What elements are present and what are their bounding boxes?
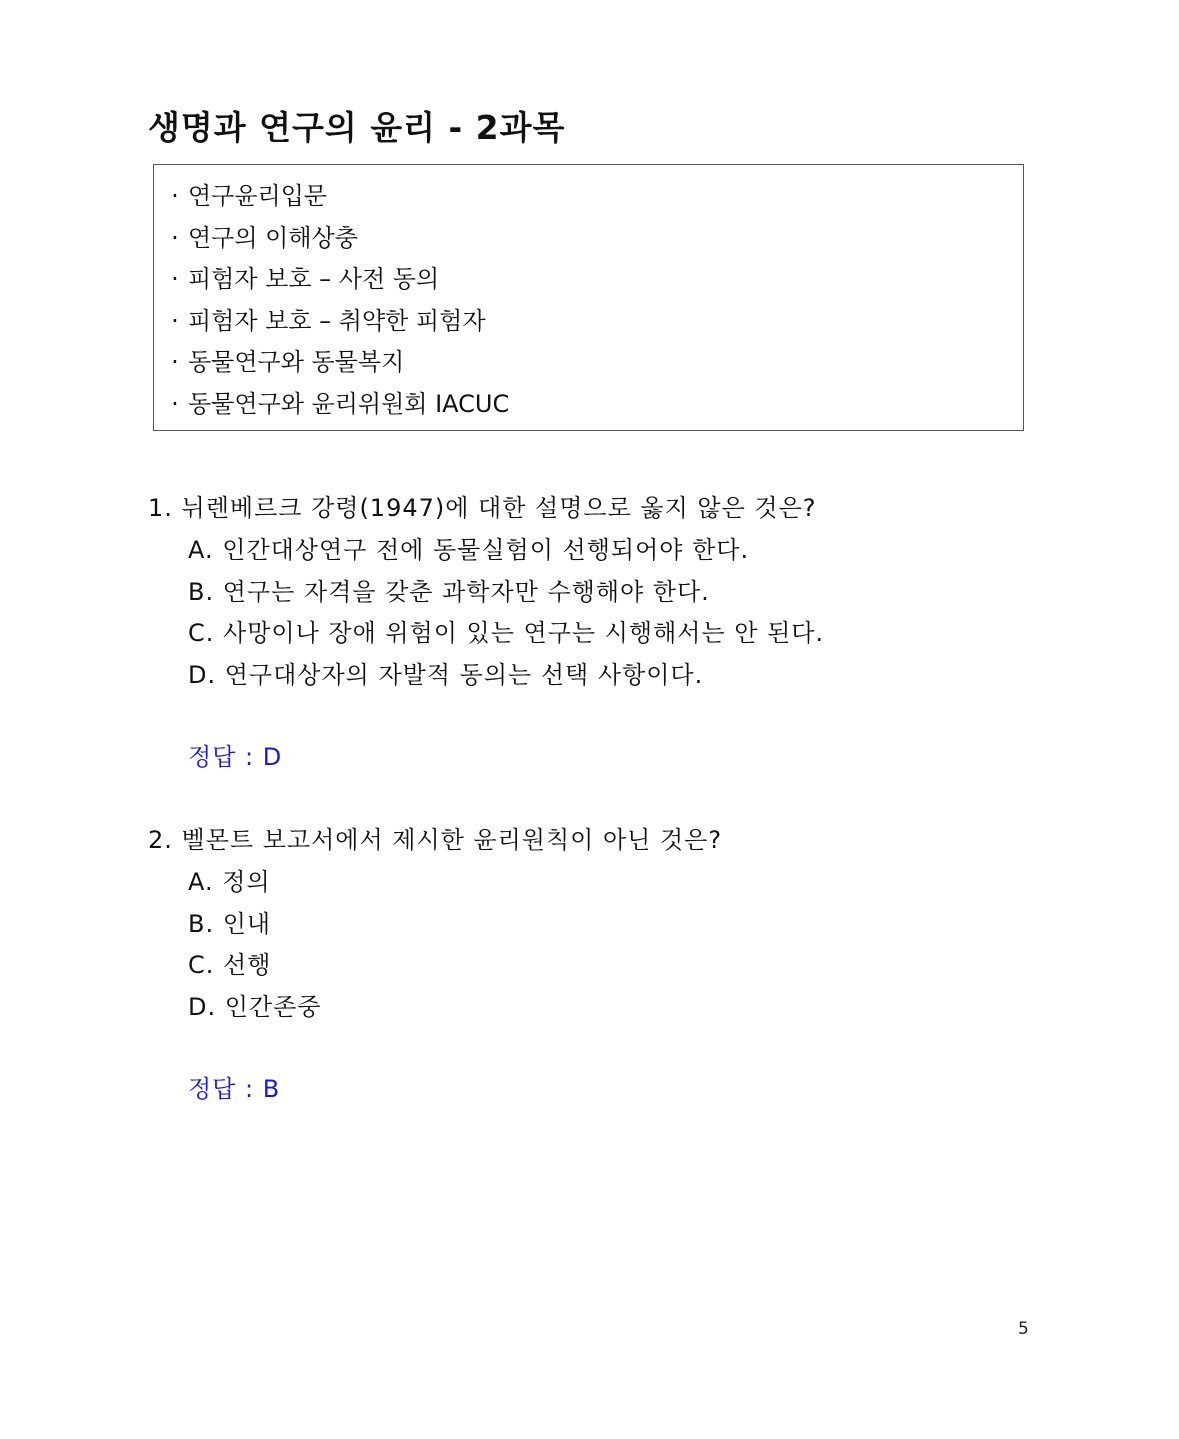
answer-1: 정답 : D [188,743,283,771]
bullet: · [171,389,179,418]
topic-item [164,304,509,346]
topic-item [164,262,509,304]
topics-box [153,164,1024,431]
topic-item [164,179,509,221]
question-1 [148,488,824,696]
page-number: 5 [1018,1319,1029,1339]
bullet: · [171,348,179,376]
bullet: · [171,306,179,335]
page-title: 생명과 연구의 윤리 - 2과목 [148,108,566,147]
choice-b: B. 인내 [188,909,272,938]
topic-label: 연구의 이해상충 [188,223,358,252]
choice-a: A. 인간대상연구 전에 동물실험이 선행되어야 한다. [188,536,750,564]
choice-c: C. 사망이나 장애 위험이 있는 연구는 시행해서는 안 된다. [188,619,825,647]
question-stem: 1. 뉘렌베르크 강령(1947)에 대한 설명으로 옳지 않은 것은? [148,494,817,522]
topic-item [164,345,509,387]
topic-label: 연구윤리입문 [188,182,328,210]
choice-b: B. 연구는 자격을 갖춘 과학자만 수행해야 한다. [188,577,710,606]
answer-2: 정답 : B [188,1075,281,1103]
question-2 [148,820,722,1028]
choice-a: A. 정의 [188,868,271,896]
topic-label: 피험자 보호 – 사전 동의 [188,265,440,293]
choice-list [148,862,722,1028]
choice-c: C. 선행 [188,951,272,979]
bullet: · [171,223,179,252]
topic-item [164,221,509,263]
topic-item [164,387,509,429]
topic-label: 동물연구와 동물복지 [188,348,405,376]
bullet: · [171,182,179,210]
topic-label: 피험자 보호 – 취약한 피험자 [188,306,486,335]
bullet: · [171,265,179,293]
choice-d: D. 연구대상자의 자발적 동의는 선택 사항이다. [188,660,704,689]
choice-list [148,530,824,696]
topic-label: 동물연구와 윤리위원회 IACUC [188,389,510,418]
choice-d: D. 인간존중 [188,992,322,1021]
question-stem: 2. 벨몬트 보고서에서 제시한 윤리원칙이 아닌 것은? [148,826,723,854]
topic-list [164,179,509,428]
